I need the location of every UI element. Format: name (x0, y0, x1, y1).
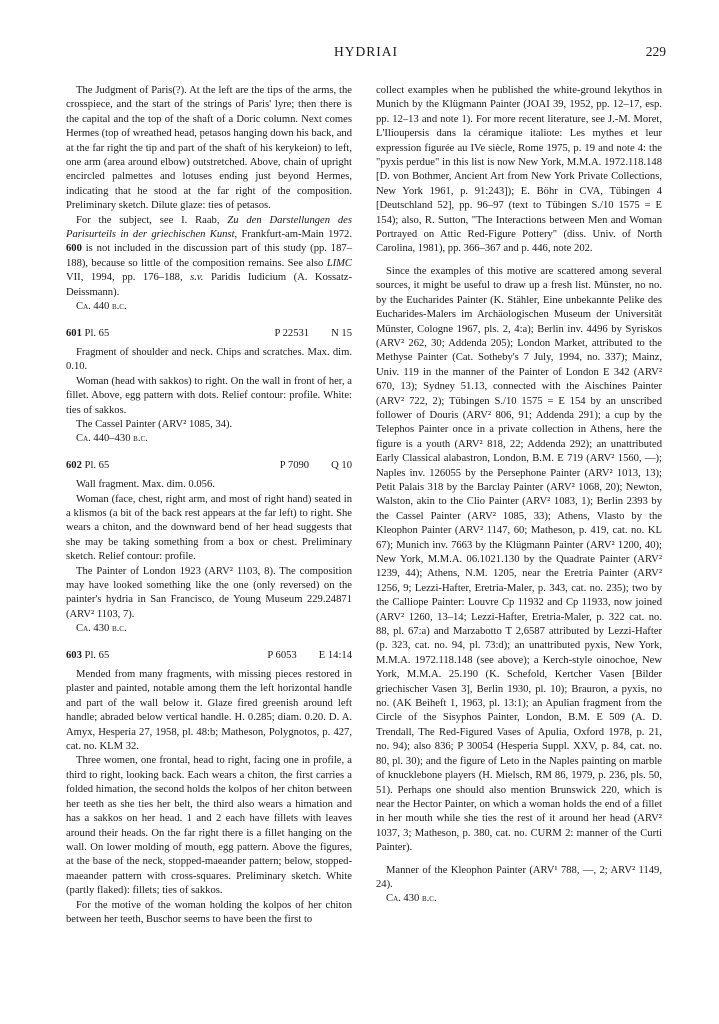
paragraph: The Cassel Painter (ARV² 1085, 34). (76, 418, 233, 430)
entry-number: 602 (66, 459, 82, 471)
text-run: , Frankfurt-am-Main 1972. (234, 229, 353, 241)
page-title: HYDRIAI (334, 44, 398, 59)
inventory-number: P 6053 (267, 649, 297, 661)
deposit-location: E 14:14 (318, 649, 352, 661)
text-run: For the subject, see I. Raab, (76, 214, 228, 226)
inventory-number: P 7090 (279, 459, 310, 471)
spacer (376, 257, 662, 265)
left-column (66, 84, 352, 927)
date-line: Ca. 440 b.c. (76, 301, 127, 313)
paragraph: Mended from many fragments, with missing pieces restored in plaster and painted, notable among them the left horizontal handle and part of the wall below it. Glaze fired greenish around left handle; abraded below vertical handle. H. 0.285; diam. 0.20. D. A. Amyx, Hesperia 27, 1958, pl. 48:b; Matheson, Polygnotos, p. 427, cat. no. KLM 32. (66, 669, 352, 753)
paragraph: Three women, one frontal, head to right, facing one in profile, a third to right, looking back. Each wears a chiton, the first carries a folded himation, the second holds the kolpos of her chiton between her teeth as she ties her belt, the third also wears a himation and has a sakkos on her head. 1 and 2 each have fillets with leaves around their heads. On the far right there is a fillet hanging on the wall. On lower molding of mouth, egg pattern. Above the figures, at the base of the neck, stopped-maeander pattern; below, stopped-maeander pattern with cross-squares. Preliminary sketch. White (partly flaked): fillets; ties of sakkos. (66, 755, 352, 897)
entry-number: 601 (66, 327, 82, 339)
right-column (376, 84, 662, 907)
plate-ref: Pl. 65 (84, 649, 110, 661)
text-run: Paridis Iudicium (A. Kossatz-Deissmann). (66, 272, 352, 298)
deposit-location: N 15 (331, 327, 352, 339)
paragraph: Manner of the Kleophon Painter (ARV¹ 788, —, 2; ARV² 1149, 24). (376, 864, 662, 890)
date-line: Ca. 430 b.c. (76, 623, 127, 635)
paragraph: The Judgment of Paris(?). At the left are the tips of the arms, the crosspiece, and the start of the strings of Paris' lyre; then there is the capital and the top of the shaft of a Doric column. Next comes Hermes (top of wreathed head, petasos hanging down his back, and at the far right the tip and part of the shaft of his kerykeion) to left, one arm (area around elbow) outstretched. Above, chain of upright encircled palmettes and lotuses ending just beyond Hermes, indicating that he stood at the far right of the composition. Preliminary sketch. Dilute glaze: ties of petasos. (66, 85, 352, 212)
deposit-location: Q 10 (331, 459, 352, 471)
paragraph: collect examples when he published the white-ground lekythos in Munich by the Klügmann Painter (JOAI 39, 1952, pp. 12–17, esp. pp. 12–13 and note 1). For more recent literature, see J.-M. Moret, L'Ilioupersis dans la céramique italiote: Les mythes et leur expression figurée au IVe siècle, Rome 1975, p. 19 and note 4: the "pyxis perdue" in this list is now New York, M.M.A. 1972.118.148 [D. von Bothmer, Ancient Art from New York Private Collections, New York 1961, p. 91:243]); E. Böhr in CVA, Tübingen 4 [Deutschland 52], pp. 96–97 (text to Tübingen S./10 1575 = E 154); also, R. Sutton, "The Interactions between Men and Woman Portrayed on Attic Red-Figure Pottery" (diss. Univ. of North Carolina, 1981), pp. 366–367 and p. 446, note 202. (376, 85, 662, 255)
spacer (376, 856, 662, 864)
date-line: Ca. 430 b.c. (386, 893, 437, 905)
date-line: Ca. 440–430 b.c. (76, 433, 148, 445)
text-run: VII, 1994, pp. 176–188, (66, 272, 191, 284)
paragraph: Wall fragment. Max. dim. 0.056. (76, 479, 215, 491)
page-number: 229 (645, 44, 666, 59)
paragraph (66, 214, 352, 300)
text-run: is not included in the discussion part of this study (pp. 187–188), because so little of the composition remains. See also (66, 243, 352, 269)
paragraph: Woman (face, chest, right arm, and most of right hand) seated in a klismos (a bit of the back rest appears at the far left) to right. She wears a chiton, and the downward bend of her head suggests that she may be taking something from a box or chest. Preliminary sketch. Relief contour: profile. (66, 493, 352, 563)
catalog-ref: 600 (66, 243, 82, 255)
inventory-number: P 22531 (274, 327, 310, 339)
running-header (66, 44, 666, 64)
entry-602-header (66, 459, 352, 473)
paragraph: Woman (head with sakkos) to right. On the wall in front of her, a fillet. Above, egg pattern with dots. Relief contour: profile. White: ties of sakkos. (66, 375, 352, 416)
citation-title: Zu den Darstellungen des Parisurteils in der griechischen Kunst (66, 214, 352, 241)
plate-ref: Pl. 65 (84, 327, 110, 339)
paragraph: For the motive of the woman holding the kolpos of her chiton between her teeth, Buschor seems to have been the first to (66, 899, 352, 925)
entry-603-header (66, 649, 352, 663)
citation-title: LIMC (326, 257, 352, 269)
entry-number: 603 (66, 649, 82, 661)
plate-ref: Pl. 65 (84, 459, 110, 471)
citation-abbrev: s.v. (190, 272, 204, 284)
paragraph: Since the examples of this motive are scattered among several sources, it might be useful to draw up a fresh list. Münster, no no. by the Eucharides Painter (K. Stähler, Eine unbekannte Pelike des Eucharides-Malers im Archäologischen Museum der Universität Münster, Cologne 1967, pls. 2, 4:a); Berlin inv. 4496 by Syriskos (ARV² 262, 30; Addenda 205); London Market, attributed to the Methyse Painter (Cat. Sotheby's 7 July, 1994, no. 337); Mainz, Univ. 119 in the manner of the Painter of London E 342 (ARV² 670, 13); Sydney 51.13, connected with the Aischines Painter (ARV² 722, 2); Tübingen S./10 1575 = E 154 by an unscribed follower of Douris (ARV² 806, 91; Addenda 291); a cup by the Telephos Painter once in a private collection in Athens, here the figure is a youth (ARV² 818, 22; Addenda 292); an unattributed Early Classical alabastron, London, B.M. E 719 (ARV² 1560, —); Naples inv. 126055 by the Persephone Painter (ARV² 1013, 13); Petit Palais 318 by the Barclay Painter (ARV² 1068, 20); Newton, Walston, akin to the Clio Painter (ARV² 1083, 1); Berlin 2393 by the Cassel Painter (ARV² 1085, 33); Athens, Vlasto by the Kleophon Painter (ARV² 1147, 60; Matheson, p. 419, cat. no. KL 67); Munich inv. 7663 by the Klügmann Painter (ARV² 1200, 40); New York, M.M.A. 06.1021.130 by the Quadrate Painter (ARV² 1239, 44); Athens, N.M. 1205, near the Eretria Painter (ARV² 1256, 9; Lezzi-Hafter, Eretria-Maler, p. 343, cat. no. 235); two by the Calliope Painter: Louvre Cp 11932 and Cp 11933, now joined (ARV² 1260, 13–14; Lezzi-Hafter, Eretria-Maler, p. 322 cat. no. 88, pl. 67:a) and Marzabotto T 2,6587 attributed by Lezzi-Hafter (p. 323, cat. no. 94, pl. 73:d); an unattributed pyxis, New York, M.M.A. 1972.118.148 (see above); a Kerch-style oinochoe, New York, M.M.A. 25.190 (K. Schefold, Kertcher Vasen [Bilder griechischer Vasen 3], Berlin 1930, pl. 10); Brauron, a pyxis, no no. (AK Beiheft 1, 1963, pl. 13:1); an Apulian fragment from the Circle of the Sisyphos Painter, London, B.M. E 509 (A. D. Trendall, The Red-Figured Vases of Apulia, Oxford 1978, p. 21, no. 94); also 836; P 30054 (Hesperia Suppl. XXV, p. 84, cat. no. 80, pl. 30); and the figure of Leto in the Naples painting on marble of knucklebone players (H. Mielsch, RM 86, 1979, p. 236, pls. 50, 51). Perhaps one should also mention Brunswick 220, which is near the Hector Painter, on which a woman holds the end of a fillet in her mouth while she ties the rest of it around her head (ARV² 1037, 3; Matheson, p. 380, cat. no. CURM 2: manner of the Curti Painter). (376, 265, 662, 854)
paragraph: Fragment of shoulder and neck. Chips and scratches. Max. dim. 0.10. (66, 346, 352, 373)
entry-601-header (66, 327, 352, 341)
paragraph: The Painter of London 1923 (ARV² 1103, 8). The composition may have looked something like the one (only reversed) on the painter's hydria in San Francisco, de Young Museum 229.24871 (ARV² 1103, 7). (66, 565, 352, 620)
